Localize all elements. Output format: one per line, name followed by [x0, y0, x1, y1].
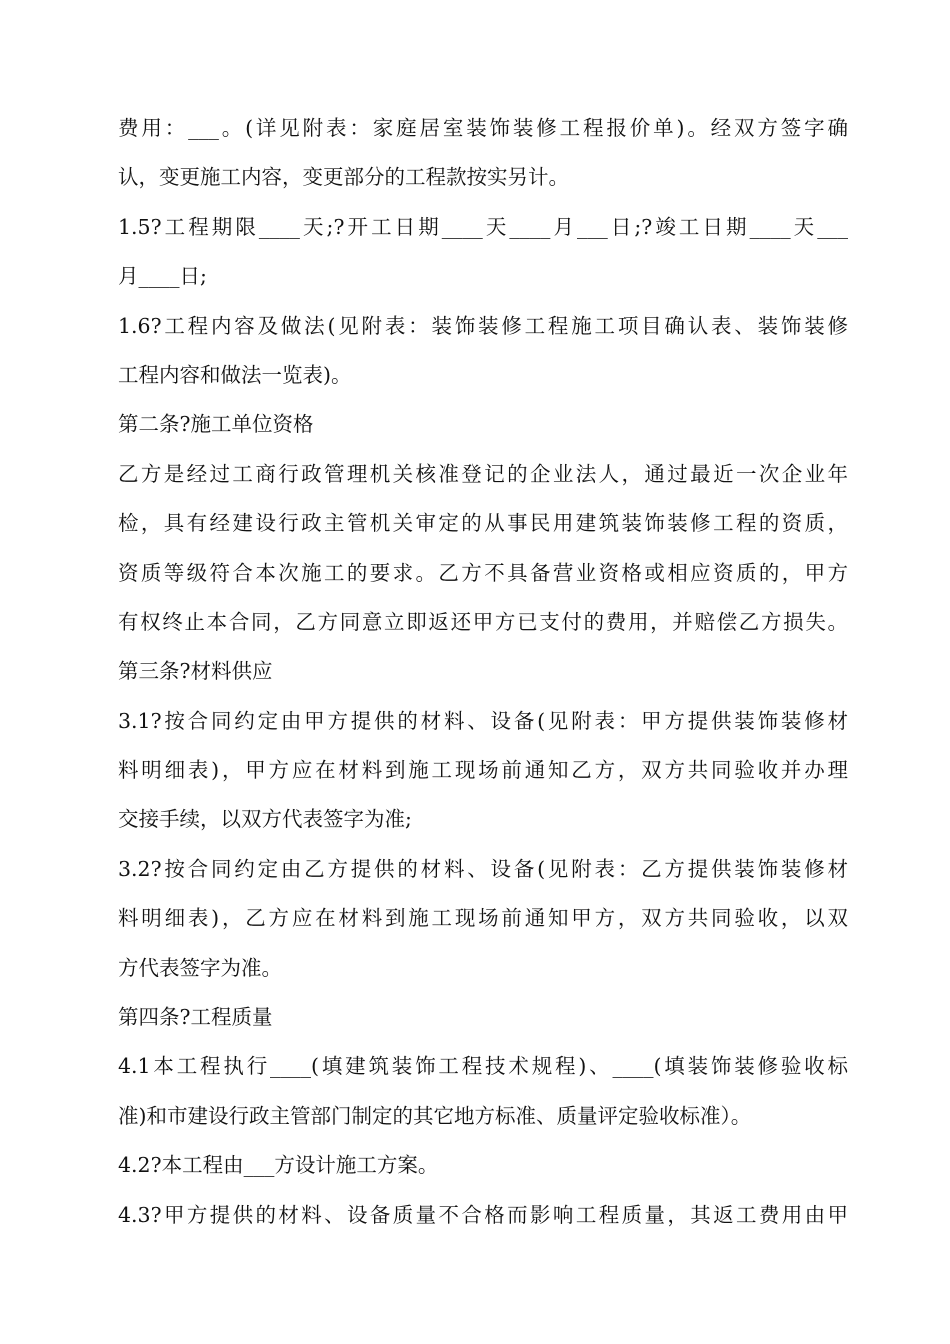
text-line: 检，具有经建设行政主管机关审定的从事民用建筑装饰装修工程的资质， [118, 511, 848, 536]
text-line: 3.2?按合同约定由乙方提供的材料、设备(见附表：乙方提供装饰装修材 [118, 856, 848, 881]
text-line: 资质等级符合本次施工的要求。乙方不具备营业资格或相应资质的，甲方 [118, 560, 848, 585]
text-line: 料明细表)，乙方应在材料到施工现场前通知甲方，双方共同验收，以双 [118, 906, 848, 931]
text-line: 4.2?本工程由___方设计施工方案。 [118, 1153, 439, 1178]
text-line: 方代表签字为准。 [118, 955, 282, 980]
text-line: 乙方是经过工商行政管理机关核准登记的企业法人，通过最近一次企业年 [118, 461, 848, 486]
text-line: 料明细表)，甲方应在材料到施工现场前通知乙方，双方共同验收并办理 [118, 758, 848, 783]
text-line: 1.6?工程内容及做法(见附表：装饰装修工程施工项目确认表、装饰装修 [118, 313, 848, 338]
text-line: 月____日; [118, 264, 207, 289]
text-line: 有权终止本合同，乙方同意立即返还甲方已支付的费用，并赔偿乙方损失。 [118, 609, 848, 634]
section-heading: 第三条?材料供应 [118, 659, 273, 684]
section-heading: 第四条?工程质量 [118, 1005, 273, 1030]
contract-text [118, 104, 848, 1240]
text-line: 认，变更施工内容，变更部分的工程款按实另计。 [118, 165, 569, 190]
section-heading: 第二条?施工单位资格 [118, 412, 314, 437]
text-line: 工程内容和做法一览表)。 [118, 362, 352, 387]
text-line: 交接手续，以双方代表签字为准; [118, 807, 412, 832]
text-line: 1.5?工程期限____天;?开工日期____天____月___日;?竣工日期____天___ [118, 214, 848, 239]
text-line: 4.3?甲方提供的材料、设备质量不合格而影响工程质量，其返工费用由甲 [118, 1202, 848, 1227]
text-line: 准)和市建设行政主管部门制定的其它地方标准、质量评定验收标准）。 [118, 1103, 752, 1128]
text-line: 3.1?按合同约定由甲方提供的材料、设备(见附表：甲方提供装饰装修材 [118, 708, 848, 733]
text-line: 费用：___。(详见附表：家庭居室装饰装修工程报价单)。经双方签字确 [118, 116, 848, 140]
text-line: 4.1本工程执行____(填建筑装饰工程技术规程)、____(填装饰装修验收标 [118, 1054, 848, 1079]
